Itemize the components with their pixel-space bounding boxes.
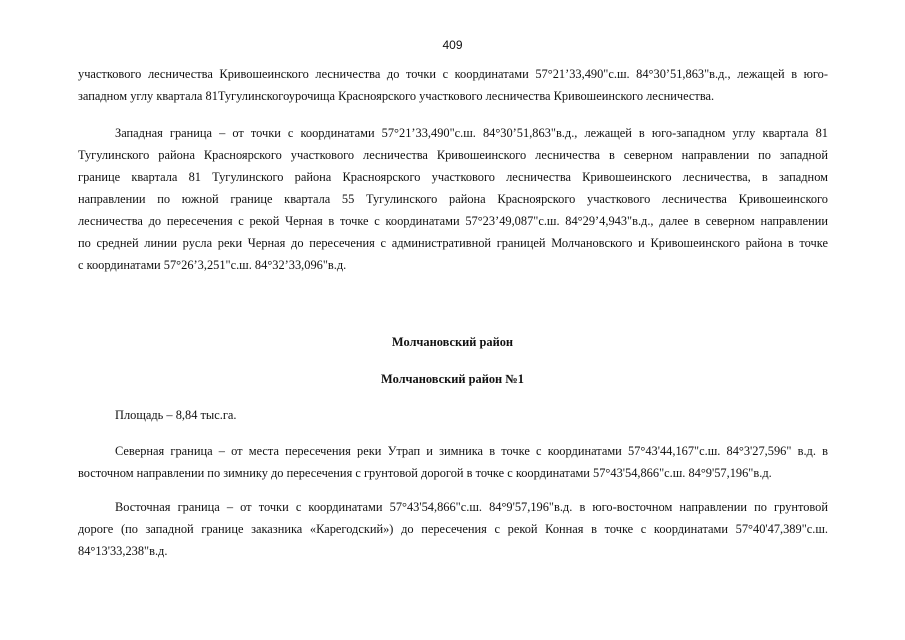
text-line: западном углу квартала 81Тугулинскогоурочища Красноярского участкового лесничества Кривошеинского лесничества. xyxy=(78,89,715,103)
section-heading: Молчановский район xyxy=(391,335,514,349)
text-line: по средней линии русла реки Черная до пересечения с административной границей Молчановского и Кривошеинского района в точке xyxy=(78,236,828,250)
text-line: Площадь – 8,84 тыс.га. xyxy=(115,408,237,422)
text-line: 84°13'33,238"в.д. xyxy=(78,544,168,558)
page-number: 409 xyxy=(442,38,463,52)
subsection-heading: Молчановский район №1 xyxy=(381,372,524,386)
text-line: Северная граница – от места пересечения реки Утрап и зимника в точке с координатами 57°43'44,167"с.ш. 84°3'27,596" в.д. в xyxy=(115,444,828,458)
paragraph-west-border xyxy=(78,122,828,276)
text-line: участкового лесничества Кривошеинского лесничества до точки с координатами 57°21’33,490"с.ш. 84°30’51,863"в.д., лежащей в юго- xyxy=(78,67,828,81)
text-line: Тугулинского района Красноярского участкового лесничества Кривошеинского лесничества в северном направлении по западной xyxy=(78,148,828,162)
paragraph-east-border xyxy=(78,496,828,562)
text-line: Западная граница – от точки с координатами 57°21’33,490"с.ш. 84°30’51,863"в.д., лежащей в юго-западном углу квартала 81 xyxy=(115,126,828,140)
text-line: границе квартала 81 Тугулинского района Красноярского участкового лесничества Кривошеинского лесничества, в западном xyxy=(78,170,828,184)
text-line: с координатами 57°26’3,251"с.ш. 84°32’33,096"в.д. xyxy=(78,258,347,272)
paragraph-north-border xyxy=(78,440,828,484)
text-line: Восточная граница – от точки с координатами 57°43'54,866"с.ш. 84°9'57,196"в.д. в юго-восточном направлении по грунтовой xyxy=(115,500,828,514)
text-line: восточном направлении по зимнику до пересечения с грунтовой дорогой в точке с координатами 57°43'54,866"с.ш. 84°9'57,196"в.д. xyxy=(78,466,772,480)
paragraph-1 xyxy=(78,63,828,107)
text-line: направлении по южной границе квартала 55 Тугулинского района Красноярского участкового лесничества Кривошеинского xyxy=(78,192,828,206)
area-line xyxy=(78,404,828,426)
text-line: лесничества до пересечения с рекой Черная в точке с координатами 57°23’49,087"с.ш. 84°29’4,943"в.д., далее в северном направлении xyxy=(78,214,828,228)
text-line: дороге (по западной границе заказника «Карегодский») до пересечения с рекой Конная в точке с координатами 57°40'47,389"с.ш. xyxy=(78,522,828,536)
